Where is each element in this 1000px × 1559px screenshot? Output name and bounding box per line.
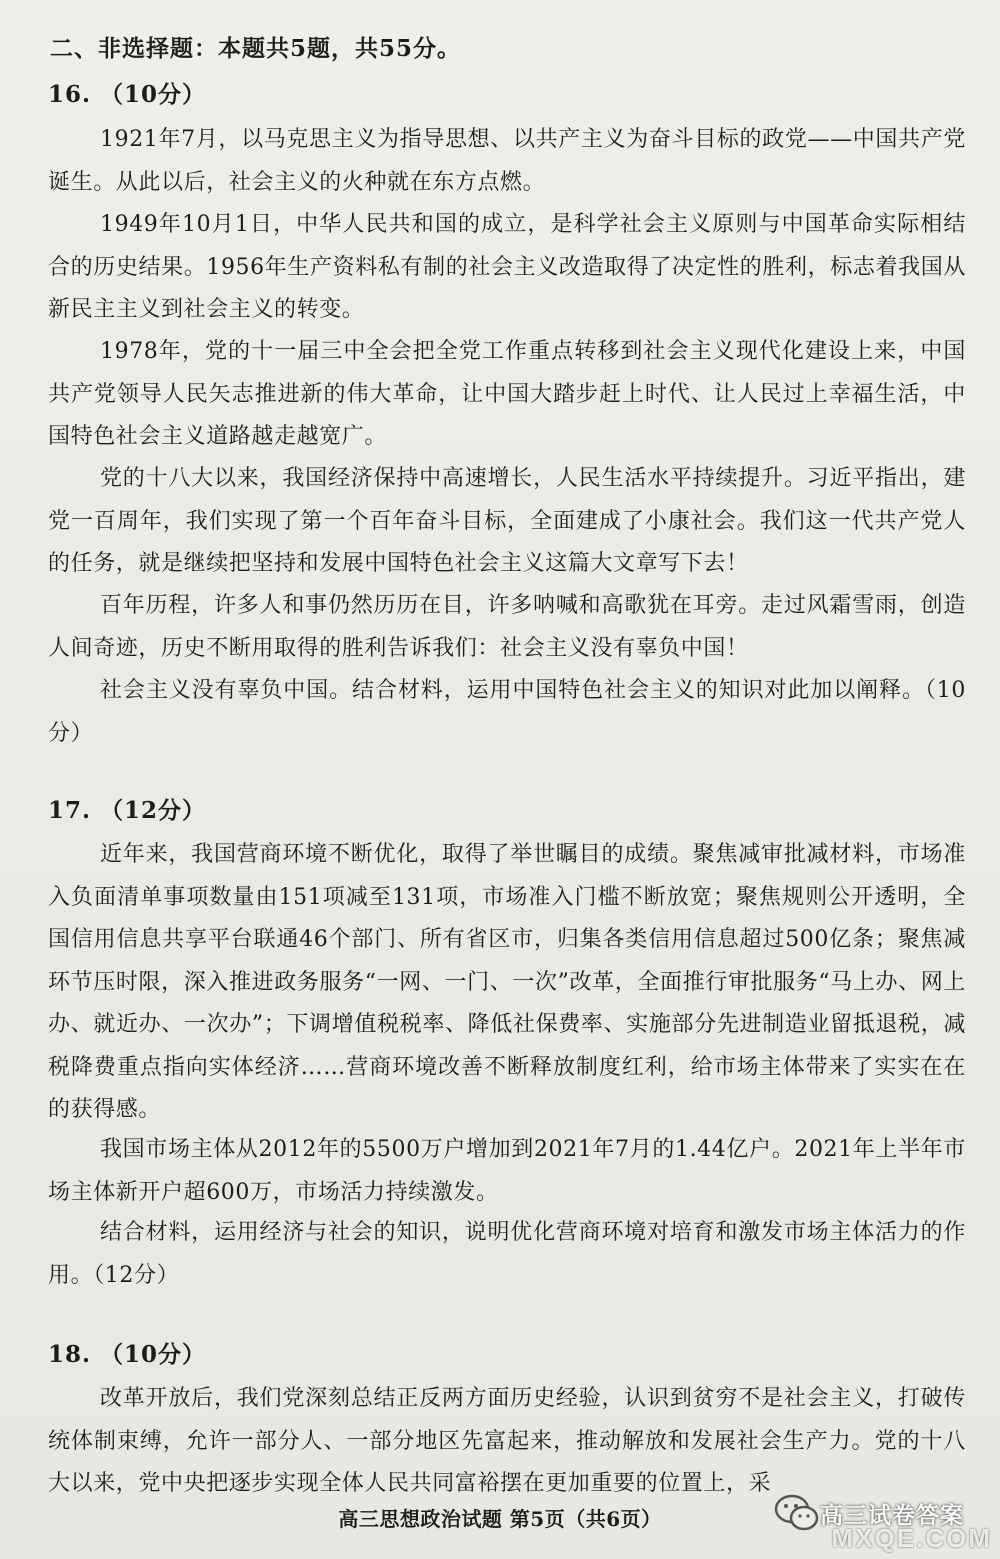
watermark xyxy=(772,1483,994,1553)
question-16-prompt: 社会主义没有辜负中国。结合材料，运用中国特色社会主义的知识对此加以阐释。（10分） xyxy=(48,678,966,746)
question-18-title: 18. （10分） xyxy=(48,1341,207,1368)
wechat-icon xyxy=(774,1493,820,1533)
question-16-title: 16. （10分） xyxy=(48,81,207,108)
question-16-paragraph-2: 1949年10月1日，中华人民共和国的成立，是科学社会主义原则与中国革命实际相结合的历史结果。1956年生产资料私有制的社会主义改造取得了决定性的胜利，标志着我国从新民主主义到社会主义的转变。 xyxy=(48,212,966,322)
page-footer: 高三思想政治试题 第5页（共6页） xyxy=(338,1507,662,1531)
question-16-paragraph-4: 党的十八大以来，我国经济保持中高速增长，人民生活水平持续提升。习近平指出，建党一百周年，我们实现了第一个百年奋斗目标，全面建成了小康社会。我们这一代共产党人的任务，就是继续把坚持和发展中国特色社会主义这篇大文章写下去！ xyxy=(48,466,966,576)
question-16-paragraph-5: 百年历程，许多人和事仍然历历在目，许多呐喊和高歌犹在耳旁。走过风霜雪雨，创造人间奇迹，历史不断用取得的胜利告诉我们：社会主义没有辜负中国！ xyxy=(48,593,966,661)
watermark-text: 高三试卷答案 xyxy=(820,1502,964,1528)
question-17-paragraph-2: 我国市场主体从2012年的5500万户增加到2021年7月的1.44亿户。2021年上半年市场主体新开户超600万，市场活力持续激发。 xyxy=(48,1137,966,1205)
question-16-paragraph-1: 1921年7月，以马克思主义为指导思想、以共产主义为奋斗目标的政党——中国共产党诞生。从此以后，社会主义的火种就在东方点燃。 xyxy=(48,127,966,195)
watermark-site: MXQE.COM xyxy=(831,1523,992,1553)
question-17-prompt: 结合材料，运用经济与社会的知识，说明优化营商环境对培育和激发市场主体活力的作用。（12分） xyxy=(48,1220,966,1288)
question-17-paragraph-1: 近年来，我国营商环境不断优化，取得了举世瞩目的成绩。聚焦减审批减材料，市场准入负面清单事项数量由151项减至131项，市场准入门槛不断放宽；聚焦规则公开透明，全国信用信息共享平台联通46个部门、所有省区市，归集各类信用信息超过500亿条；聚焦减环节压时限，深入推进政务服务“一网、一门、一次”改革，全面推行审批服务“马上办、网上办、就近办、一次办”；下调增值税税率、降低社保费率、实施部分先进制造业留抵退税，减税降费重点指向实体经济……营商环境改善不断释放制度红利，给市场主体带来了实实在在的获得感。 xyxy=(48,842,966,1122)
question-18-paragraph-1: 改革开放后，我们党深刻总结正反两方面历史经验，认识到贫穷不是社会主义，打破传统体制束缚，允许一部分人、一部分地区先富起来，推动解放和发展社会生产力。党的十八大以来，党中央把逐步实现全体人民共同富裕摆在更加重要的位置上，采 xyxy=(48,1386,966,1496)
question-16-paragraph-3: 1978年，党的十一届三中全会把全党工作重点转移到社会主义现代化建设上来，中国共产党领导人民矢志推进新的伟大革命，让中国大踏步赶上时代、让人民过上幸福生活，中国特色社会主义道路越走越宽广。 xyxy=(48,339,966,449)
question-17-title: 17. （12分） xyxy=(48,797,207,824)
section-heading: 二、非选择题：本题共5题，共55分。 xyxy=(50,35,462,62)
